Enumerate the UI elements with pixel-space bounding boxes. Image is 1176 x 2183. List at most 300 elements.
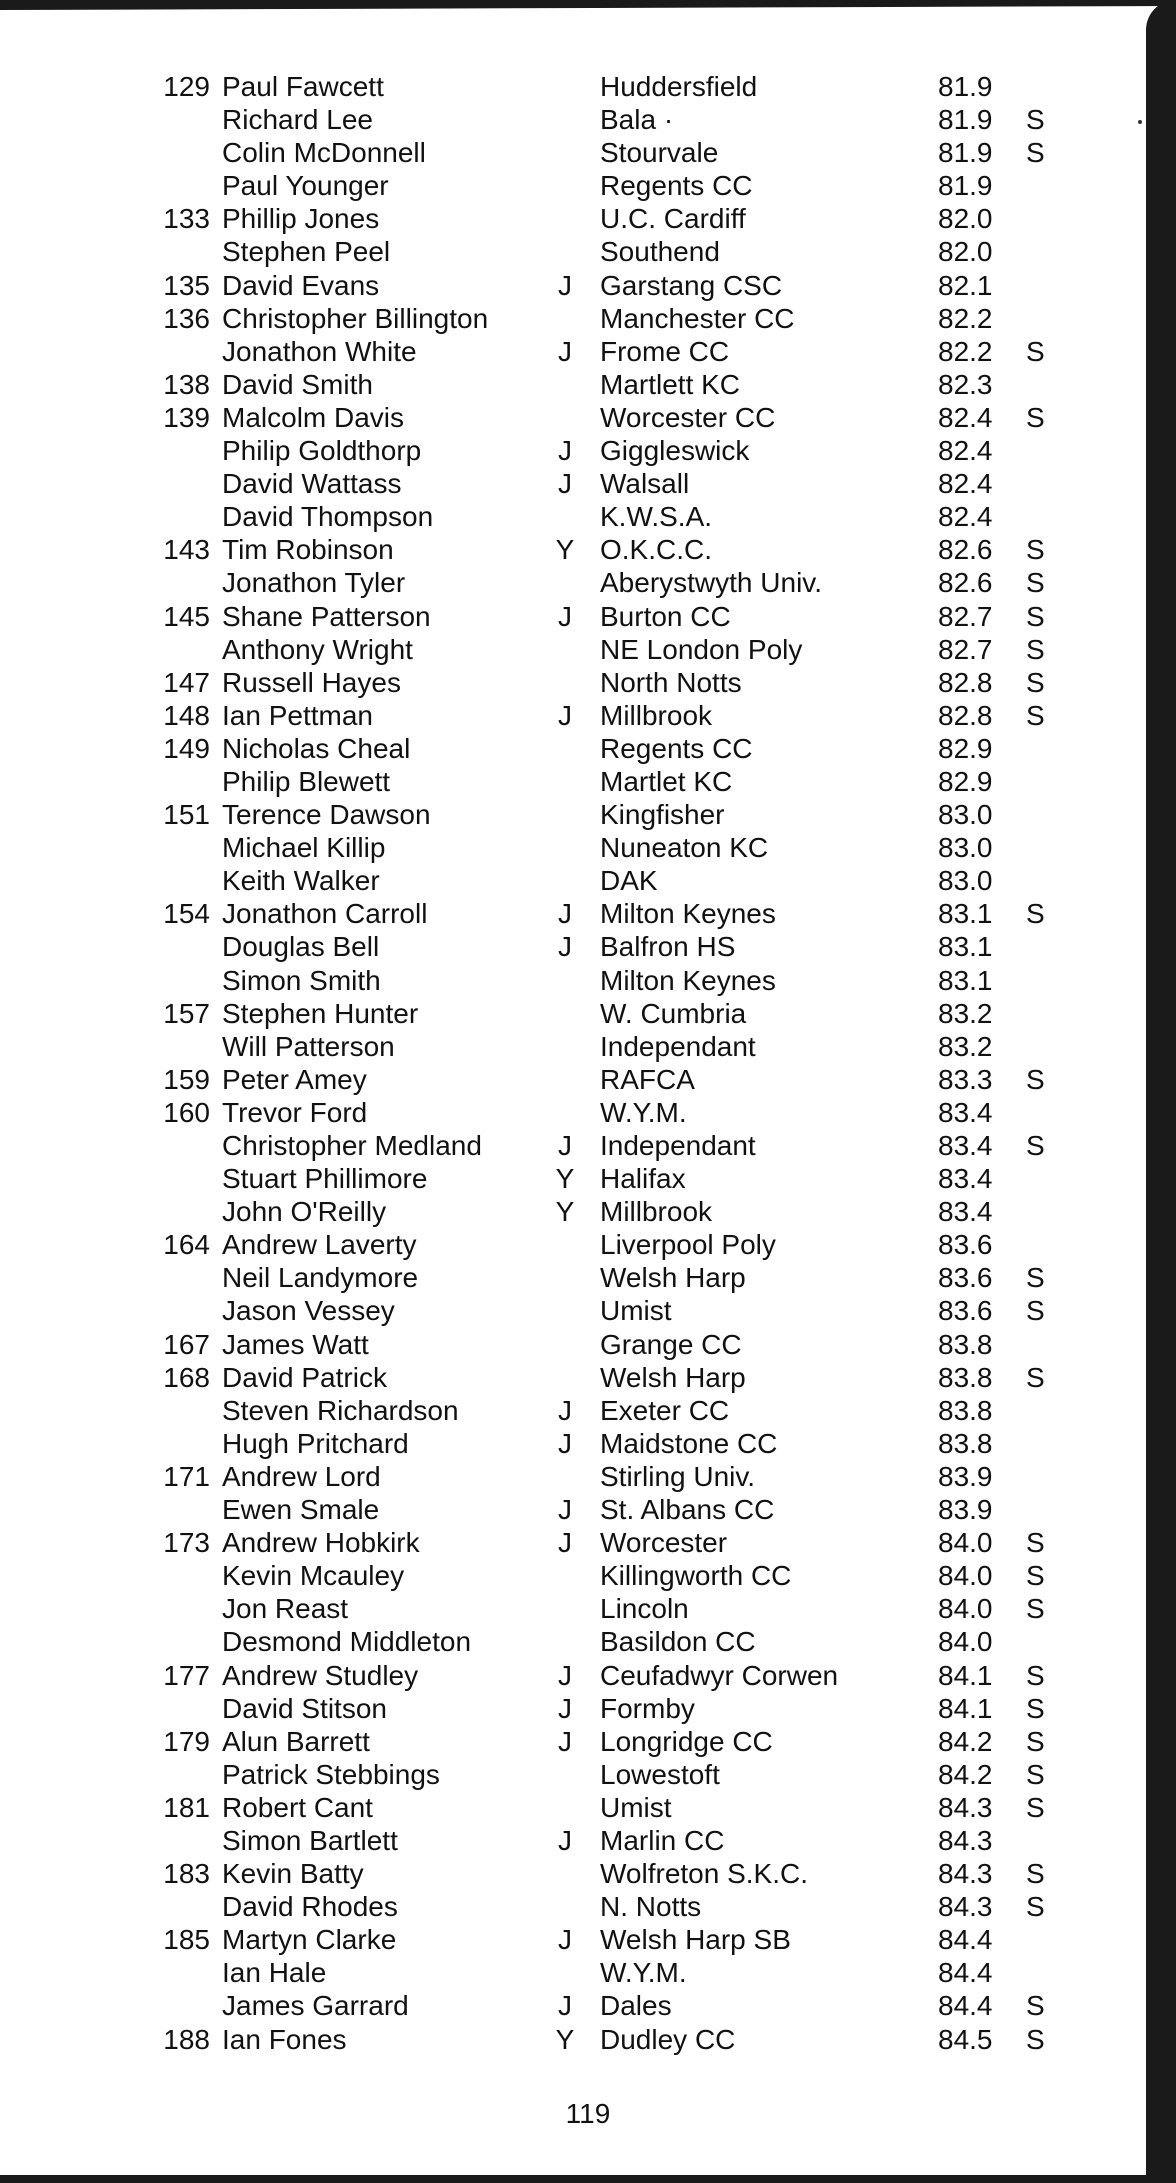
result-time: 82.9	[938, 765, 993, 797]
age-class: J	[558, 1990, 572, 2022]
competitor-name: Michael Killip	[222, 832, 386, 864]
result-time: 82.4	[938, 401, 993, 433]
flag-marker: S	[1026, 1560, 1045, 1592]
competitor-name: James Garrard	[222, 1990, 409, 2022]
club-name: Independant	[600, 1130, 756, 1161]
result-time: 84.3	[938, 1791, 993, 1823]
position-number: 136	[163, 302, 210, 334]
club-name: W.Y.M.	[600, 1096, 687, 1128]
result-time: 82.0	[938, 236, 993, 268]
club-name: Ceufadwyr Corwen	[600, 1659, 839, 1691]
result-row	[120, 235, 1080, 268]
result-row	[120, 864, 1080, 897]
competitor-name: David Rhodes	[222, 1891, 398, 1923]
flag-marker: S	[1026, 401, 1045, 433]
competitor-name: Philip Blewett	[222, 765, 391, 797]
result-row	[120, 1361, 1080, 1394]
flag-marker: S	[1026, 1262, 1045, 1294]
result-row	[120, 732, 1080, 765]
flag-marker: S	[1026, 1791, 1045, 1823]
age-class: J	[558, 931, 572, 963]
club-name: Dudley CC	[600, 2023, 736, 2055]
result-row	[120, 136, 1080, 169]
position-number: 181	[163, 1791, 210, 1823]
club-name: Maidstone CC	[600, 1427, 778, 1459]
scan-edge-bottom	[0, 2175, 1176, 2183]
club-name: Umist	[600, 1295, 672, 1327]
result-row	[120, 1559, 1080, 1592]
result-time: 82.7	[938, 633, 993, 665]
flag-marker: S	[1026, 600, 1045, 632]
position-number: 179	[163, 1725, 210, 1757]
competitor-name: Peter Amey	[222, 1063, 367, 1095]
club-name: Regents CC	[600, 732, 753, 764]
position-number: 160	[163, 1096, 210, 1128]
competitor-name: Martyn Clarke	[222, 1924, 397, 1956]
position-number: 173	[163, 1527, 210, 1559]
result-time: 83.1	[938, 931, 993, 963]
competitor-name: Kevin Mcauley	[222, 1560, 405, 1592]
result-row	[120, 368, 1080, 401]
result-row	[120, 1592, 1080, 1625]
age-class: Y	[555, 534, 575, 566]
club-name: Liverpool Poly	[600, 1229, 776, 1261]
result-row	[120, 202, 1080, 235]
scan-edge-top	[0, 0, 1176, 10]
club-name: NE London Poly	[600, 633, 803, 665]
club-name: Umist	[600, 1791, 672, 1823]
result-time: 84.5	[938, 2023, 993, 2055]
competitor-name: Stephen Peel	[222, 236, 391, 268]
age-class: J	[558, 468, 572, 500]
competitor-name: Will Patterson	[222, 1030, 395, 1062]
result-row	[120, 434, 1080, 467]
competitor-name: Colin McDonnell	[222, 137, 426, 169]
competitor-name: Anthony Wright	[222, 633, 413, 665]
competitor-name: Andrew Lord	[222, 1460, 381, 1492]
flag-marker: S	[1026, 1527, 1045, 1559]
competitor-name: Hugh Pritchard	[222, 1427, 409, 1459]
result-time: 83.6	[938, 1262, 993, 1294]
position-number: 135	[163, 269, 210, 301]
result-time: 83.4	[938, 1130, 993, 1161]
competitor-name: David Smith	[222, 368, 373, 400]
age-class: J	[558, 699, 572, 731]
result-row	[120, 1923, 1080, 1956]
competitor-name: James Watt	[222, 1328, 369, 1360]
position-number: 185	[163, 1924, 210, 1956]
club-name: Killingworth CC	[600, 1560, 792, 1592]
club-name: U.C. Cardiff	[600, 203, 746, 235]
result-row	[120, 831, 1080, 864]
result-row	[120, 1328, 1080, 1361]
result-row	[120, 1526, 1080, 1559]
result-time: 84.1	[938, 1692, 993, 1724]
result-time: 84.4	[938, 1924, 993, 1956]
result-time: 83.8	[938, 1328, 993, 1360]
result-time: 83.2	[938, 997, 993, 1029]
position-number: 138	[163, 368, 210, 400]
competitor-name: Shane Patterson	[222, 600, 431, 632]
result-row	[120, 1394, 1080, 1427]
club-name: Lowestoft	[600, 1758, 720, 1790]
result-time: 84.0	[938, 1560, 993, 1592]
result-row	[120, 1460, 1080, 1493]
result-time: 82.3	[938, 368, 993, 400]
position-number: 168	[163, 1361, 210, 1393]
club-name: Halifax	[600, 1163, 686, 1195]
club-name: Worcester CC	[600, 401, 776, 433]
result-row	[120, 1857, 1080, 1890]
competitor-name: Keith Walker	[222, 865, 380, 897]
competitor-name: Richard Lee	[222, 104, 373, 136]
club-name: Burton CC	[600, 600, 731, 632]
age-class: J	[558, 1494, 572, 1526]
flag-marker: S	[1026, 898, 1045, 930]
result-time: 82.2	[938, 335, 993, 367]
result-row	[120, 500, 1080, 533]
result-time: 82.9	[938, 732, 993, 764]
flag-marker: S	[1026, 1692, 1045, 1724]
result-time: 83.8	[938, 1427, 993, 1459]
position-number: 167	[163, 1328, 210, 1360]
competitor-name: Douglas Bell	[222, 931, 380, 963]
result-time: 83.0	[938, 799, 993, 831]
position-number: 148	[163, 699, 210, 731]
competitor-name: Stephen Hunter	[222, 997, 419, 1029]
club-name: Formby	[600, 1692, 695, 1724]
flag-marker: S	[1026, 1858, 1045, 1890]
result-time: 81.9	[938, 104, 993, 136]
competitor-name: Ian Fones	[222, 2023, 347, 2055]
competitor-name: Phillip Jones	[222, 203, 380, 235]
result-time: 84.3	[938, 1891, 993, 1923]
result-row	[120, 1625, 1080, 1658]
result-time: 83.2	[938, 1030, 993, 1062]
competitor-name: Simon Bartlett	[222, 1824, 398, 1856]
club-name: Longridge CC	[600, 1725, 773, 1757]
competitor-name: Tim Robinson	[222, 534, 394, 566]
competitor-name: Jonathon Carroll	[222, 898, 428, 930]
result-time: 83.6	[938, 1229, 993, 1261]
result-time: 81.9	[938, 170, 993, 202]
competitor-name: Paul Younger	[222, 170, 389, 202]
competitor-name: Russell Hayes	[222, 666, 401, 698]
age-class: J	[558, 1725, 572, 1757]
age-class: Y	[555, 1196, 575, 1228]
result-row	[120, 1294, 1080, 1327]
result-row	[120, 566, 1080, 599]
age-class: J	[558, 1692, 572, 1724]
age-class: J	[558, 1394, 572, 1426]
club-name: Wolfreton S.K.C.	[600, 1858, 809, 1890]
result-time: 83.0	[938, 865, 993, 897]
competitor-name: David Stitson	[222, 1692, 387, 1724]
flag-marker: S	[1026, 1063, 1045, 1095]
club-name: Bala ·	[600, 104, 674, 136]
result-time: 82.8	[938, 699, 993, 731]
competitor-name: David Thompson	[222, 501, 434, 533]
result-row	[120, 70, 1080, 103]
result-row	[120, 2023, 1080, 2056]
competitor-name: Patrick Stebbings	[222, 1758, 440, 1790]
result-row	[120, 666, 1080, 699]
club-name: Walsall	[600, 468, 690, 500]
position-number: 129	[163, 71, 210, 102]
result-row	[120, 897, 1080, 930]
result-row	[120, 1725, 1080, 1758]
age-class: J	[558, 1924, 572, 1956]
result-row	[120, 335, 1080, 368]
competitor-name: John O'Reilly	[222, 1196, 387, 1228]
competitor-name: Jason Vessey	[222, 1295, 395, 1327]
club-name: St. Albans CC	[600, 1494, 775, 1526]
age-class: J	[558, 435, 572, 467]
club-name: Martlett KC	[600, 368, 741, 400]
flag-marker: S	[1026, 633, 1045, 665]
flag-marker: S	[1026, 534, 1045, 566]
result-time: 84.4	[938, 1957, 993, 1989]
position-number: 143	[163, 534, 210, 566]
flag-marker: S	[1026, 1361, 1045, 1393]
competitor-name: Nicholas Cheal	[222, 732, 411, 764]
scan-edge-right	[1146, 0, 1176, 2183]
competitor-name: Terence Dawson	[222, 799, 431, 831]
result-time: 83.1	[938, 964, 993, 996]
age-class: J	[558, 1130, 572, 1161]
club-name: W.Y.M.	[600, 1957, 687, 1989]
position-number: 154	[163, 898, 210, 930]
flag-marker: S	[1026, 335, 1045, 367]
result-row	[120, 302, 1080, 335]
club-name: Stourvale	[600, 137, 719, 169]
result-time: 82.7	[938, 600, 993, 632]
result-row	[120, 103, 1080, 136]
club-name: Garstang CSC	[600, 269, 783, 301]
age-class: J	[558, 1659, 572, 1691]
competitor-name: Kevin Batty	[222, 1858, 364, 1890]
result-time: 83.9	[938, 1460, 993, 1492]
result-row	[120, 1791, 1080, 1824]
club-name: N. Notts	[600, 1891, 702, 1923]
age-class: J	[558, 600, 572, 632]
club-name: Welsh Harp	[600, 1361, 746, 1393]
competitor-name: Simon Smith	[222, 964, 381, 996]
flag-marker: S	[1026, 1130, 1045, 1161]
club-name: Welsh Harp	[600, 1262, 746, 1294]
result-row	[120, 401, 1080, 434]
results-list	[120, 70, 1080, 2056]
competitor-name: Steven Richardson	[222, 1394, 459, 1426]
competitor-name: Desmond Middleton	[222, 1626, 472, 1658]
club-name: Marlin CC	[600, 1824, 725, 1856]
result-time: 83.4	[938, 1096, 993, 1128]
club-name: DAK	[600, 865, 658, 897]
position-number: 149	[163, 732, 210, 764]
result-time: 84.2	[938, 1725, 993, 1757]
competitor-name: Jon Reast	[222, 1593, 349, 1625]
age-class: Y	[555, 2023, 575, 2055]
page-number: 119	[565, 2098, 611, 2129]
age-class: J	[558, 1527, 572, 1559]
club-name: W. Cumbria	[600, 997, 747, 1029]
club-name: Exeter CC	[600, 1394, 730, 1426]
result-row	[120, 1261, 1080, 1294]
position-number: 177	[163, 1659, 210, 1691]
result-time: 82.4	[938, 501, 993, 533]
result-time: 83.4	[938, 1196, 993, 1228]
flag-marker: S	[1026, 1891, 1045, 1923]
result-time: 84.4	[938, 1990, 993, 2022]
result-row	[120, 1692, 1080, 1725]
result-time: 83.1	[938, 898, 993, 930]
club-name: Lincoln	[600, 1593, 689, 1625]
flag-marker: S	[1026, 2023, 1045, 2055]
result-time: 82.1	[938, 269, 993, 301]
result-time: 83.4	[938, 1163, 993, 1195]
result-row	[120, 1427, 1080, 1460]
club-name: Kingfisher	[600, 799, 725, 831]
result-row	[120, 1162, 1080, 1195]
position-number: 164	[163, 1229, 210, 1261]
competitor-name: Stuart Phillimore	[222, 1163, 428, 1195]
competitor-name: David Evans	[222, 269, 380, 301]
club-name: Millbrook	[600, 1196, 713, 1228]
flag-marker: S	[1026, 666, 1045, 698]
club-name: Millbrook	[600, 699, 713, 731]
result-row	[120, 1063, 1080, 1096]
club-name: Worcester	[600, 1527, 728, 1559]
flag-marker: S	[1026, 104, 1045, 136]
result-time: 82.4	[938, 468, 993, 500]
result-time: 82.6	[938, 534, 993, 566]
competitor-name: Ian Pettman	[222, 699, 373, 731]
result-row	[120, 1493, 1080, 1526]
result-time: 83.6	[938, 1295, 993, 1327]
result-time: 82.8	[938, 666, 993, 698]
competitor-name: David Patrick	[222, 1361, 387, 1393]
result-row	[120, 964, 1080, 997]
result-row	[120, 1030, 1080, 1063]
result-row	[120, 169, 1080, 202]
result-row	[120, 1758, 1080, 1791]
competitor-name: Ian Hale	[222, 1957, 327, 1989]
result-time: 84.1	[938, 1659, 993, 1691]
result-row	[120, 1956, 1080, 1989]
flag-marker: S	[1026, 1758, 1045, 1790]
club-name: Martlet KC	[600, 765, 733, 797]
age-class: J	[558, 1824, 572, 1856]
competitor-name: Neil Landymore	[222, 1262, 419, 1294]
position-number: 139	[163, 401, 210, 433]
result-time: 83.9	[938, 1494, 993, 1526]
age-class: J	[558, 1427, 572, 1459]
flag-marker: S	[1026, 1659, 1045, 1691]
competitor-name: Christopher Billington	[222, 302, 489, 334]
club-name: RAFCA	[600, 1063, 695, 1095]
club-name: Frome CC	[600, 335, 730, 367]
result-row	[120, 1659, 1080, 1692]
age-class: J	[558, 269, 572, 301]
flag-marker: S	[1026, 1295, 1045, 1327]
result-time: 84.3	[938, 1824, 993, 1856]
result-time: 83.8	[938, 1394, 993, 1426]
result-row	[120, 467, 1080, 500]
club-name: Nuneaton KC	[600, 832, 769, 864]
result-row	[120, 997, 1080, 1030]
position-number: 183	[163, 1858, 210, 1890]
result-row	[120, 798, 1080, 831]
flag-marker: S	[1026, 1725, 1045, 1757]
result-time: 82.4	[938, 435, 993, 467]
result-time: 84.3	[938, 1858, 993, 1890]
competitor-name: Andrew Studley	[222, 1659, 419, 1691]
flag-marker: S	[1026, 1990, 1045, 2022]
result-row	[120, 533, 1080, 566]
result-time: 83.0	[938, 832, 993, 864]
result-row	[120, 1228, 1080, 1261]
age-class: Y	[555, 1163, 575, 1195]
competitor-name: Robert Cant	[222, 1791, 373, 1823]
result-time: 83.8	[938, 1361, 993, 1393]
flag-marker: S	[1026, 699, 1045, 731]
competitor-name: Malcolm Davis	[222, 401, 405, 433]
club-name: Dales	[600, 1990, 672, 2022]
result-time: 82.2	[938, 302, 993, 334]
result-row	[120, 1989, 1080, 2022]
club-name: Balfron HS	[600, 931, 736, 963]
club-name: Huddersfield	[600, 71, 758, 102]
flag-marker: S	[1026, 137, 1045, 169]
competitor-name: Jonathon White	[222, 335, 417, 367]
club-name: K.W.S.A.	[600, 501, 713, 533]
competitor-name: Christopher Medland	[222, 1130, 482, 1161]
club-name: Milton Keynes	[600, 898, 776, 930]
result-row	[120, 1824, 1080, 1857]
result-time: 84.0	[938, 1626, 993, 1658]
age-class: J	[558, 898, 572, 930]
position-number: 159	[163, 1063, 210, 1095]
result-row	[120, 600, 1080, 633]
competitor-name: Ewen Smale	[222, 1494, 380, 1526]
club-name: O.K.C.C.	[600, 534, 713, 566]
result-row	[120, 699, 1080, 732]
club-name: Stirling Univ.	[600, 1460, 756, 1492]
competitor-name: Trevor Ford	[222, 1096, 368, 1128]
club-name: Grange CC	[600, 1328, 742, 1360]
club-name: Welsh Harp SB	[600, 1924, 791, 1956]
club-name: Regents CC	[600, 170, 753, 202]
result-row	[120, 1890, 1080, 1923]
result-time: 84.0	[938, 1527, 993, 1559]
competitor-name: Alun Barrett	[222, 1725, 370, 1757]
result-row	[120, 930, 1080, 963]
club-name: Southend	[600, 236, 720, 268]
result-time: 84.0	[938, 1593, 993, 1625]
club-name: Independant	[600, 1030, 756, 1062]
club-name: Aberystwyth Univ.	[600, 567, 822, 599]
age-class: J	[558, 335, 572, 367]
club-name: Milton Keynes	[600, 964, 776, 996]
position-number: 157	[163, 997, 210, 1029]
result-row	[120, 1129, 1080, 1162]
flag-marker: S	[1026, 567, 1045, 599]
position-number: 171	[163, 1460, 210, 1492]
position-number: 145	[163, 600, 210, 632]
club-name: Giggleswick	[600, 435, 750, 467]
competitor-name: Philip Goldthorp	[222, 435, 422, 467]
position-number: 133	[163, 203, 210, 235]
